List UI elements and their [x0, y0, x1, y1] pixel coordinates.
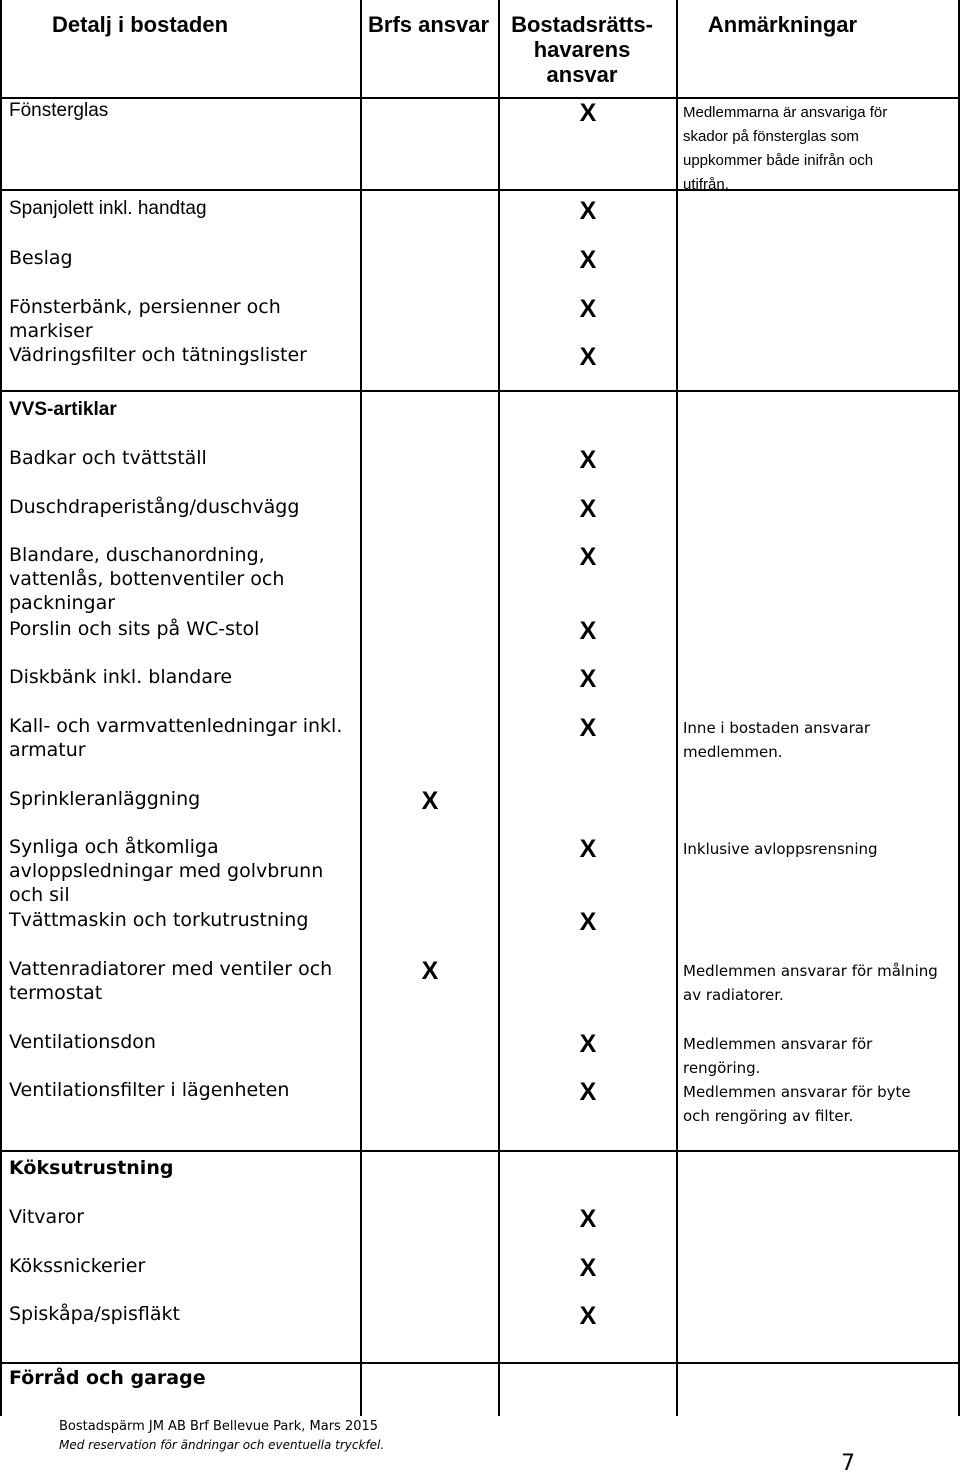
footer-disclaimer: Med reservation för ändringar och eventuella tryckfel. — [59, 1438, 385, 1452]
row-note: Medlemmen ansvarar för rengöring. — [683, 1035, 873, 1077]
table-divider-brf — [498, 0, 500, 1416]
section-rule-3 — [0, 1150, 960, 1152]
row-text-diskbank: Diskbänk inkl. blandare — [9, 666, 233, 688]
row-text-fonsterbank: Fönsterbänk, persienner och markiser — [9, 296, 281, 342]
row-note: Inklusive avloppsrensning — [683, 840, 878, 858]
header-anmarkningar: Anmärkningar — [707, 12, 858, 37]
row-mark-br: X — [579, 343, 597, 371]
row-text-vadringsfilter: Vädringsfilter och tätningslister — [9, 344, 307, 366]
row-text-vattenradiatorer: Vattenradiatorer med ventiler och termostat — [9, 958, 333, 1004]
row-mark-br: X — [579, 446, 597, 474]
table-border-left — [0, 0, 2, 1416]
row-mark-br: X — [579, 1254, 597, 1282]
row-mark-br: X — [579, 495, 597, 523]
row-text-ventilationsfilter: Ventilationsfilter i lägenheten — [9, 1079, 290, 1101]
section-rule-4 — [0, 1362, 960, 1364]
section-title-vvs: VVS-artiklar — [9, 399, 117, 420]
row-mark-br: X — [579, 295, 597, 323]
row-text-kall-varmvatten: Kall- och varmvattenledningar inkl. armatur — [9, 715, 343, 761]
row-mark-br: X — [579, 908, 597, 936]
row-text-fonsterglas: Fönsterglas — [9, 100, 109, 121]
row-mark-br: X — [579, 99, 597, 127]
table-divider-br — [676, 0, 678, 1416]
row-mark-br: X — [579, 1030, 597, 1058]
row-note: Medlemmarna är ansvariga för skador på fönsterglas som uppkommer både inifrån och utifrån. — [683, 104, 888, 193]
row-mark-br: X — [579, 665, 597, 693]
row-mark-brf: X — [421, 957, 439, 985]
header-bostadsratt: Bostadsrätts-havarens ansvar — [511, 12, 653, 87]
row-text-avloppsledningar: Synliga och åtkomliga avloppsledningar med golvbrunn och sil — [9, 836, 324, 906]
row-mark-br: X — [579, 1205, 597, 1233]
section-title-forrad: Förråd och garage — [9, 1367, 206, 1389]
row-text-kokssnickerier: Kökssnickerier — [9, 1255, 146, 1277]
row-text-sprinkler: Sprinkleranläggning — [9, 788, 201, 810]
row-mark-br: X — [579, 1078, 597, 1106]
row-mark-br: X — [579, 246, 597, 274]
header-brf: Brfs ansvar — [368, 12, 490, 37]
row-mark-br: X — [579, 197, 597, 225]
row-mark-br: X — [579, 543, 597, 571]
row-mark-br: X — [579, 1302, 597, 1330]
row-text-tvattmaskin: Tvättmaskin och torkutrustning — [9, 909, 309, 931]
row-note: Medlemmen ansvarar för målning av radiatorer. — [683, 962, 938, 1004]
row-text-duschdraperistang: Duschdraperistång/duschvägg — [9, 496, 300, 518]
row-text-vitvaror: Vitvaror — [9, 1206, 85, 1228]
row-text-blandare: Blandare, duschanordning, vattenlås, bottenventiler och packningar — [9, 544, 285, 614]
footer-source: Bostadspärm JM AB Brf Bellevue Park, Mars 2015 — [59, 1419, 379, 1434]
row-note: Inne i bostaden ansvarar medlemmen. — [683, 719, 871, 761]
row-mark-br: X — [579, 714, 597, 742]
row-note: Medlemmen ansvarar för byte och rengöring av filter. — [683, 1083, 911, 1125]
row-text-porslin: Porslin och sits på WC-stol — [9, 618, 260, 640]
row-mark-br: X — [579, 835, 597, 863]
row-text-spanjolett: Spanjolett inkl. handtag — [9, 198, 207, 219]
header-detail: Detalj i bostaden — [52, 12, 229, 37]
row-mark-brf: X — [421, 787, 439, 815]
row-mark-br: X — [579, 617, 597, 645]
row-text-beslag: Beslag — [9, 247, 73, 269]
row-text-ventilationsdon: Ventilationsdon — [9, 1031, 156, 1053]
table-divider-detail — [360, 0, 362, 1416]
page-number: 7 — [841, 1451, 855, 1476]
section-title-koksutrustning: Köksutrustning — [9, 1157, 174, 1179]
row-text-badkar: Badkar och tvättställ — [9, 447, 207, 469]
row-text-spiskapa: Spiskåpa/spisfläkt — [9, 1303, 180, 1325]
section-rule-2 — [0, 390, 960, 392]
